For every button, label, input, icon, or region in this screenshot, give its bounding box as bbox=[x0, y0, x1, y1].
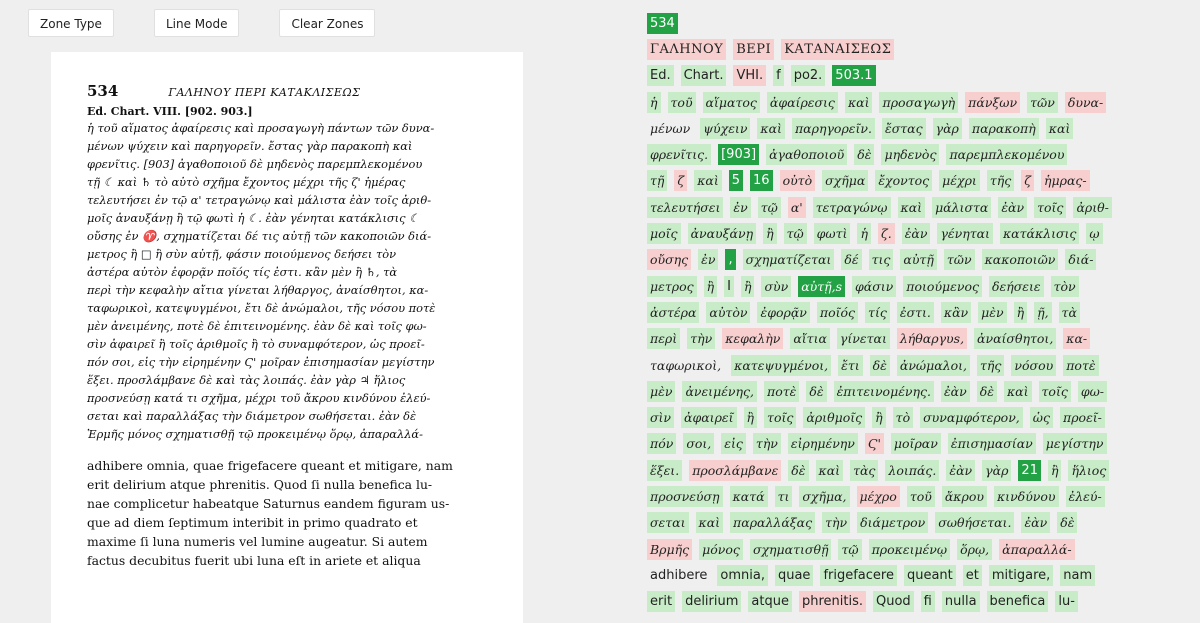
ocr-token[interactable]: τίς bbox=[865, 302, 890, 323]
scan-greek-line: ἡ τοῦ αἵματος ἀφαίρεσις καὶ προσαγωγὴ πάντων τῶν δυνα- bbox=[87, 121, 435, 135]
ocr-token[interactable]: αὐτῇ bbox=[900, 249, 936, 270]
ocr-token[interactable]: ἡ bbox=[647, 92, 661, 113]
ocr-token[interactable]: κακοποιῶν bbox=[982, 249, 1059, 270]
ocr-line bbox=[647, 36, 1200, 62]
ocr-token[interactable]: frigefacere bbox=[820, 565, 897, 586]
ocr-token[interactable]: δεήσειε bbox=[989, 276, 1044, 297]
ocr-token[interactable]: ἄκρου bbox=[942, 486, 987, 507]
ocr-token[interactable]: σοι, bbox=[683, 433, 714, 454]
ocr-token[interactable]: καὶ bbox=[696, 512, 724, 533]
ocr-token[interactable]: lu- bbox=[1055, 591, 1078, 612]
ocr-token[interactable]: μέχρο bbox=[857, 486, 900, 507]
scan-greek-line: ἕξει. προσλάμβανε δὲ καὶ τὰς λοιπάς. ἐὰν γὰρ ♃ ἥλιος bbox=[87, 373, 406, 387]
ocr-token[interactable]: ἡ bbox=[857, 223, 871, 244]
ocr-token[interactable]: ἐὰν bbox=[941, 381, 970, 402]
ocr-line bbox=[647, 352, 1200, 378]
ocr-token[interactable]: ἢ bbox=[704, 276, 718, 297]
ocr-token[interactable]: προκειμένῳ bbox=[869, 539, 951, 560]
ocr-token[interactable]: α' bbox=[788, 197, 806, 218]
ocr-token[interactable]: φω- bbox=[1078, 381, 1107, 402]
ocr-token[interactable]: φωτὶ bbox=[814, 223, 851, 244]
ocr-token[interactable]: po2. bbox=[791, 65, 826, 86]
ocr-token[interactable]: κεφαλὴν bbox=[722, 328, 783, 349]
scan-latin-text bbox=[51, 443, 523, 570]
ocr-token[interactable]: ἀπαραλλά- bbox=[999, 539, 1074, 560]
ocr-token[interactable]: ΒΕΡΙ bbox=[733, 39, 774, 60]
ocr-token[interactable]: δὲ bbox=[870, 355, 890, 376]
ocr-token[interactable]: μάλιστα bbox=[932, 197, 991, 218]
ocr-token[interactable]: δὲ bbox=[788, 460, 808, 481]
ocr-token[interactable]: ὅρῳ, bbox=[957, 539, 992, 560]
ocr-token[interactable]: εἰρημένην bbox=[788, 433, 858, 454]
ocr-token[interactable]: κα- bbox=[1063, 328, 1090, 349]
ocr-token[interactable]: ἐστι. bbox=[897, 302, 934, 323]
ocr-token[interactable]: benefica bbox=[987, 591, 1049, 612]
scan-page-number: 534 bbox=[87, 82, 119, 100]
ocr-token[interactable]: f bbox=[773, 65, 784, 86]
ocr-token[interactable]: μόνος bbox=[699, 539, 743, 560]
ocr-token[interactable]: μηδενὸς bbox=[881, 144, 939, 165]
ocr-token[interactable]: Ϛ' bbox=[865, 433, 884, 454]
ocr-token[interactable]: Chart. bbox=[681, 65, 727, 86]
ocr-token[interactable]: atque bbox=[748, 591, 792, 612]
ocr-token[interactable]: ψύχειν bbox=[700, 118, 750, 139]
ocr-token[interactable]: ἀφαίρεσις bbox=[767, 92, 838, 113]
scan-header bbox=[51, 52, 523, 100]
scan-running-title: ΓΑΛΗΝΟΥ ΠΕΡΙ ΚΑΤΑΚΛΙΣΕΩΣ bbox=[168, 86, 361, 99]
ocr-token[interactable]: μεγίστην bbox=[1043, 433, 1107, 454]
zone-type-button[interactable]: Zone Type bbox=[28, 9, 114, 37]
ocr-line bbox=[647, 299, 1200, 325]
ocr-token[interactable]: μένων bbox=[650, 120, 691, 136]
ocr-token[interactable]: τὴν bbox=[822, 512, 850, 533]
ocr-token[interactable]: ἔχοντος bbox=[875, 170, 932, 191]
ocr-token[interactable]: αὐτὸν bbox=[706, 302, 750, 323]
ocr-token[interactable]: τὸ bbox=[893, 407, 913, 428]
ocr-token[interactable]: φάσιν bbox=[852, 276, 896, 297]
ocr-token[interactable]: σὺν bbox=[761, 276, 791, 297]
ocr-token[interactable]: 21 bbox=[1018, 460, 1041, 481]
ocr-line bbox=[647, 404, 1200, 430]
ocr-token[interactable]: καὶ bbox=[1046, 118, 1074, 139]
ocr-token[interactable]: γένηται bbox=[937, 223, 993, 244]
scan-greek-line: προσνεύσῃ κατά τι σχῆμα, μέχρι τοῦ ἄκρου κινδύνου ἐλεύ- bbox=[87, 391, 431, 405]
ocr-token[interactable]: ἐπιτεινομένης. bbox=[834, 381, 934, 402]
ocr-token[interactable]: νόσου bbox=[1011, 355, 1056, 376]
ocr-token[interactable]: et bbox=[963, 565, 982, 586]
ocr-token[interactable]: 503.1 bbox=[832, 65, 875, 86]
ocr-token[interactable]: προεῖ- bbox=[1060, 407, 1105, 428]
ocr-token[interactable]: κατάκλισις bbox=[1000, 223, 1079, 244]
ocr-token[interactable]: phrenitis. bbox=[799, 591, 866, 612]
ocr-token[interactable]: δὲ bbox=[854, 144, 874, 165]
ocr-line bbox=[647, 273, 1200, 299]
ocr-token[interactable]: σωθήσεται. bbox=[935, 512, 1014, 533]
ocr-token[interactable]: ἀνώμαλοι, bbox=[897, 355, 970, 376]
ocr-token[interactable]: οὔσης bbox=[647, 249, 691, 270]
ocr-token[interactable]: ἀριθμοῖς bbox=[803, 407, 865, 428]
ocr-token[interactable]: τοῖς bbox=[1039, 381, 1071, 402]
ocr-token[interactable]: γὰρ bbox=[982, 460, 1011, 481]
ocr-line bbox=[647, 378, 1200, 404]
ocr-token[interactable]: κατεψυγμένοι, bbox=[731, 355, 831, 376]
ocr-token[interactable]: γίνεται bbox=[837, 328, 890, 349]
scan-latin-line: maxime ſi luna numeris vel lumine augeatur. Si autem bbox=[87, 534, 428, 549]
ocr-line bbox=[647, 220, 1200, 246]
ocr-token[interactable]: ἥλιος bbox=[1068, 460, 1109, 481]
ocr-token[interactable]: σχηματισθῇ bbox=[750, 539, 832, 560]
ocr-token[interactable]: σχῆμα bbox=[822, 170, 868, 191]
scan-greek-line: μὲν ἀνειμένης, ποτὲ δὲ ἐπιτεινομένης. ἐὰν δὲ καὶ τοῖς φω- bbox=[87, 319, 427, 333]
ocr-token[interactable]: τῇ bbox=[647, 170, 667, 191]
ocr-token[interactable]: παρακοπὴ bbox=[969, 118, 1039, 139]
ocr-token[interactable]: ἀνειμένης, bbox=[682, 381, 757, 402]
ocr-line bbox=[647, 510, 1200, 536]
ocr-token[interactable]: ἐὰν bbox=[998, 197, 1027, 218]
scan-latin-line: nae complicetur habeatque Saturnus eandem figuram us- bbox=[87, 496, 450, 511]
scan-greek-line: ταφωρικοὶ, κατεψυγμένοι, ἔτι δὲ ἀνώμαλοι, τῆς νόσου ποτὲ bbox=[87, 301, 436, 315]
ocr-token[interactable]: nam bbox=[1060, 565, 1095, 586]
ocr-token[interactable]: ἐλεύ- bbox=[1066, 486, 1105, 507]
ocr-token[interactable]: ζ. bbox=[878, 223, 895, 244]
ocr-token[interactable]: μὲν bbox=[978, 302, 1006, 323]
ocr-token[interactable]: τῷ bbox=[758, 197, 781, 218]
ocr-token[interactable]: διάμετρον bbox=[857, 512, 928, 533]
ocr-token[interactable]: δέ bbox=[841, 249, 861, 270]
scan-edition-line: Ed. Chart. VIII. [902. 903.] bbox=[87, 105, 253, 118]
ocr-token[interactable]: αὐτῇ,s bbox=[798, 276, 845, 297]
ocr-token[interactable]: 16 bbox=[750, 170, 773, 191]
ocr-token[interactable]: μετρος bbox=[647, 276, 697, 297]
ocr-token[interactable]: μοῖς bbox=[647, 223, 681, 244]
ocr-token[interactable]: εἰς bbox=[721, 433, 746, 454]
scan-greek-text bbox=[51, 118, 523, 443]
ocr-token[interactable]: φρενῖτις. bbox=[647, 144, 711, 165]
ocr-token[interactable]: τῷ bbox=[838, 539, 861, 560]
ocr-line bbox=[647, 326, 1200, 352]
ocr-token[interactable]: καὶ bbox=[845, 92, 873, 113]
ocr-token[interactable]: nulla bbox=[942, 591, 980, 612]
ocr-token[interactable]: κἂν bbox=[941, 302, 971, 323]
ocr-token[interactable]: ἔτι bbox=[838, 355, 863, 376]
ocr-token[interactable]: σεται bbox=[647, 512, 689, 533]
ocr-token-panel bbox=[647, 10, 1200, 615]
ocr-token[interactable]: ῳ bbox=[1086, 223, 1102, 244]
ocr-token[interactable]: τοῦ bbox=[907, 486, 935, 507]
ocr-token[interactable]: αἴτια bbox=[790, 328, 830, 349]
ocr-token[interactable]: κατά bbox=[730, 486, 768, 507]
scan-latin-line: erit delirium atque phrenitis. Quod ſi nulla benefica lu- bbox=[87, 477, 433, 492]
ocr-token[interactable]: καὶ bbox=[1004, 381, 1032, 402]
ocr-token[interactable]: τοῖς bbox=[1034, 197, 1066, 218]
ocr-token[interactable]: ἢ bbox=[872, 407, 886, 428]
ocr-token[interactable]: queant bbox=[904, 565, 956, 586]
ocr-token[interactable]: mitigare, bbox=[989, 565, 1053, 586]
ocr-token[interactable]: ἐὰν bbox=[946, 460, 975, 481]
ocr-token[interactable]: ἀφαιρεῖ bbox=[681, 407, 737, 428]
ocr-token[interactable]: σχῆμα, bbox=[799, 486, 849, 507]
ocr-token[interactable]: κινδύνου bbox=[994, 486, 1059, 507]
ocr-token[interactable]: σχηματίζεται bbox=[743, 249, 835, 270]
ocr-token[interactable]: τοῖς bbox=[764, 407, 796, 428]
ocr-line bbox=[647, 589, 1200, 615]
ocr-token[interactable]: περὶ bbox=[647, 328, 680, 349]
ocr-token[interactable]: οὐτὸ bbox=[780, 170, 816, 191]
ocr-token[interactable]: δὲ bbox=[1057, 512, 1077, 533]
ocr-line bbox=[647, 141, 1200, 167]
page-scan-image[interactable] bbox=[51, 52, 523, 623]
ocr-token[interactable]: erit bbox=[647, 591, 675, 612]
toolbar bbox=[28, 9, 375, 37]
ocr-token[interactable]: σὶν bbox=[647, 407, 674, 428]
ocr-token[interactable]: ἀριθ- bbox=[1073, 197, 1111, 218]
ocr-token[interactable]: adhibere bbox=[650, 567, 708, 583]
ocr-token[interactable]: αἵματος bbox=[703, 92, 760, 113]
scan-greek-line: οὔσης ἐν ♈, σχηματίζεται δέ τις αὐτῇ τῶν κακοποιῶν διά- bbox=[87, 229, 432, 243]
ocr-token[interactable]: ἔστας bbox=[882, 118, 926, 139]
ocr-token[interactable]: τῶν bbox=[944, 249, 975, 270]
ocr-line bbox=[647, 194, 1200, 220]
ocr-token[interactable]: διά- bbox=[1065, 249, 1096, 270]
ocr-token[interactable]: προσαγωγὴ bbox=[879, 92, 958, 113]
ocr-token[interactable]: ἢ bbox=[1048, 460, 1062, 481]
ocr-token[interactable]: τῷ bbox=[784, 223, 807, 244]
ocr-token[interactable]: [903] bbox=[718, 144, 759, 165]
ocr-token[interactable]: τῶν bbox=[1027, 92, 1058, 113]
ocr-token[interactable]: μὲν bbox=[647, 381, 675, 402]
ocr-token[interactable]: ῇ, bbox=[1034, 302, 1051, 323]
ocr-token[interactable]: δὲ bbox=[806, 381, 826, 402]
scan-greek-line: μένων ψύχειν καὶ παρηγορεῖν. ἔστας γὰρ παρακοπὴ καὶ bbox=[87, 139, 413, 153]
ocr-token[interactable]: ἀναίσθητοι, bbox=[974, 328, 1056, 349]
scan-greek-line: περὶ τὴν κεφαλὴν αἴτια γίνεται λήθαργος, ἀναίσθητοι, κα- bbox=[87, 283, 429, 297]
ocr-token[interactable]: ἢ bbox=[1014, 302, 1028, 323]
ocr-token[interactable]: καὶ bbox=[694, 170, 722, 191]
ocr-token[interactable]: ἐὰν bbox=[902, 223, 931, 244]
ocr-token[interactable]: τὴν bbox=[687, 328, 715, 349]
ocr-line bbox=[647, 483, 1200, 509]
ocr-token[interactable]: ποιούμενος bbox=[903, 276, 982, 297]
ocr-token[interactable]: Βρμῆς bbox=[647, 539, 692, 560]
ocr-token[interactable]: τελευτήσει bbox=[647, 197, 723, 218]
ocr-token[interactable]: ποῖός bbox=[817, 302, 858, 323]
ocr-token[interactable]: τῆς bbox=[977, 355, 1004, 376]
ocr-token[interactable]: ὡς bbox=[1030, 407, 1053, 428]
ocr-token[interactable]: ποτὲ bbox=[764, 381, 799, 402]
ocr-token[interactable]: omnia, bbox=[717, 565, 768, 586]
ocr-line bbox=[647, 431, 1200, 457]
scan-latin-line: factus decubitus fuerit ubi luna eſt in ariete et aliqua bbox=[87, 553, 421, 568]
ocr-token[interactable]: I bbox=[724, 276, 734, 297]
ocr-token[interactable]: VHI. bbox=[733, 65, 766, 86]
ocr-token[interactable]: 5 bbox=[729, 170, 743, 191]
scan-greek-line: ἀστέρα αὐτὸν ἐφορᾷν ποῖός τίς ἐστι. κἂν μὲν ἢ ♄, τὰ bbox=[87, 265, 398, 279]
scan-greek-line: σὶν ἀφαιρεῖ ἢ τοῖς ἀριθμοῖς ἢ τὸ συναμφότερον, ὡς προεῖ- bbox=[87, 337, 425, 351]
ocr-line bbox=[647, 247, 1200, 273]
ocr-token[interactable]: συναμφότερον, bbox=[920, 407, 1023, 428]
ocr-token[interactable]: Ed. bbox=[647, 65, 674, 86]
ocr-token[interactable]: τὰ bbox=[1059, 302, 1080, 323]
ocr-token[interactable]: προσλάμβανε bbox=[689, 460, 781, 481]
ocr-token[interactable]: τι bbox=[775, 486, 793, 507]
ocr-token[interactable]: , bbox=[725, 249, 735, 270]
ocr-token[interactable]: ΓΑΛΗΝΟΥ bbox=[647, 39, 726, 60]
ocr-token[interactable]: δυνα- bbox=[1065, 92, 1106, 113]
ocr-token[interactable]: ἡμρας- bbox=[1041, 170, 1090, 191]
ocr-line bbox=[647, 89, 1200, 115]
ocr-token[interactable]: πόν bbox=[647, 433, 676, 454]
ocr-token[interactable]: παρηγορεῖν. bbox=[792, 118, 875, 139]
scan-greek-line: μετρος ἢ □ ἢ σὺν αὐτῇ, φάσιν ποιούμενος δεήσει τὸν bbox=[87, 247, 397, 261]
ocr-token[interactable]: παρεμπλεκομένου bbox=[946, 144, 1067, 165]
ocr-token[interactable]: ἢ bbox=[763, 223, 777, 244]
ocr-token[interactable]: τις bbox=[869, 249, 894, 270]
clear-zones-button[interactable]: Clear Zones bbox=[279, 9, 375, 37]
scan-greek-line: σεται καὶ παραλλάξας τὴν διάμετρον σωθήσεται. ἐὰν δὲ bbox=[87, 409, 417, 423]
ocr-token[interactable]: ζ bbox=[674, 170, 687, 191]
ocr-token[interactable]: τοῦ bbox=[668, 92, 696, 113]
scan-greek-line: μοῖς ἀναυξάνῃ ἢ τῷ φωτὶ ἡ ☾. ἐὰν γένηται κατάκλισις ☾ bbox=[87, 211, 420, 225]
ocr-token[interactable]: ἕξει. bbox=[647, 460, 682, 481]
ocr-token[interactable]: ἀστέρα bbox=[647, 302, 699, 323]
ocr-token[interactable]: γὰρ bbox=[933, 118, 962, 139]
ocr-token[interactable]: ἐπισημασίαν bbox=[948, 433, 1036, 454]
scan-latin-line: que ad diem ſeptimum interibit in primo quadrato et bbox=[87, 515, 418, 530]
ocr-token[interactable]: μοῖραν bbox=[891, 433, 941, 454]
ocr-token[interactable]: ζ bbox=[1021, 170, 1034, 191]
ocr-token[interactable]: παραλλάξας bbox=[730, 512, 815, 533]
ocr-token[interactable]: ἐὰν bbox=[1021, 512, 1050, 533]
ocr-line bbox=[647, 562, 1200, 588]
ocr-token[interactable]: Quod bbox=[873, 591, 914, 612]
ocr-token[interactable]: καὶ bbox=[816, 460, 844, 481]
scan-greek-line: Ἑρμῆς μόνος σχηματισθῇ τῷ προκειμένῳ ὅρῳ, ἀπαραλλά- bbox=[87, 427, 423, 441]
scan-latin-line: adhibere omnia, quae frigefacere queant et mitigare, nam bbox=[87, 458, 453, 473]
scan-greek-line: πόν σοι, εἰς τὴν εἰρημένην Ϛ' μοῖραν ἐπισημασίαν μεγίστην bbox=[87, 355, 435, 369]
ocr-token[interactable]: fi bbox=[921, 591, 935, 612]
ocr-token[interactable]: τὴν bbox=[753, 433, 781, 454]
ocr-token[interactable]: ποτὲ bbox=[1063, 355, 1098, 376]
ocr-token[interactable]: ἐν bbox=[698, 249, 718, 270]
ocr-token[interactable]: quae bbox=[775, 565, 813, 586]
ocr-token[interactable]: ἐφορᾷν bbox=[757, 302, 809, 323]
scan-greek-line: τῇ ☾ καὶ ♄ τὸ αὐτὸ σχῆμα ἔχοντος μέχρι τῆς ζ' ἡμέρας bbox=[87, 175, 406, 189]
scan-greek-line: τελευτήσει ἐν τῷ α' τετραγώνῳ καὶ μάλιστα ἐὰν τοῖς ἀριθ- bbox=[87, 193, 432, 207]
ocr-token[interactable]: καὶ bbox=[898, 197, 926, 218]
ocr-token[interactable]: καὶ bbox=[757, 118, 785, 139]
ocr-line bbox=[647, 536, 1200, 562]
ocr-token[interactable]: delirium bbox=[682, 591, 741, 612]
ocr-token[interactable]: ἢ bbox=[744, 407, 758, 428]
ocr-token[interactable]: τετραγώνῳ bbox=[813, 197, 891, 218]
ocr-token[interactable]: τῆς bbox=[987, 170, 1014, 191]
ocr-line bbox=[647, 457, 1200, 483]
scan-greek-line: φρενῖτις. [903] ἀγαθοποιοῦ δὲ μηδενὸς παρεμπλεκομένου bbox=[87, 157, 423, 171]
ocr-token[interactable]: ἀναυξάνῃ bbox=[688, 223, 757, 244]
ocr-token[interactable]: λοιπάς. bbox=[885, 460, 939, 481]
ocr-token[interactable]: ἀγαθοποιοῦ bbox=[766, 144, 847, 165]
ocr-token[interactable]: ΚΑΤΑΝΑΙΣΕΩΣ bbox=[781, 39, 894, 60]
ocr-token[interactable]: πάνξων bbox=[965, 92, 1020, 113]
ocr-token[interactable]: λήθαργυs, bbox=[897, 328, 967, 349]
ocr-line bbox=[647, 10, 1200, 36]
ocr-token[interactable]: προσνεύσῃ bbox=[647, 486, 723, 507]
ocr-token[interactable]: ἐν bbox=[730, 197, 750, 218]
ocr-line bbox=[647, 168, 1200, 194]
ocr-token[interactable]: μέχρι bbox=[939, 170, 980, 191]
ocr-line bbox=[647, 115, 1200, 141]
ocr-token[interactable]: 534 bbox=[647, 13, 678, 34]
ocr-token[interactable]: ταφωρικοὶ, bbox=[650, 357, 722, 373]
ocr-token[interactable]: τὰς bbox=[850, 460, 878, 481]
ocr-token[interactable]: δὲ bbox=[977, 381, 997, 402]
ocr-token[interactable]: τὸν bbox=[1051, 276, 1079, 297]
ocr-token[interactable]: ἢ bbox=[741, 276, 755, 297]
line-mode-button[interactable]: Line Mode bbox=[154, 9, 240, 37]
ocr-line bbox=[647, 63, 1200, 89]
